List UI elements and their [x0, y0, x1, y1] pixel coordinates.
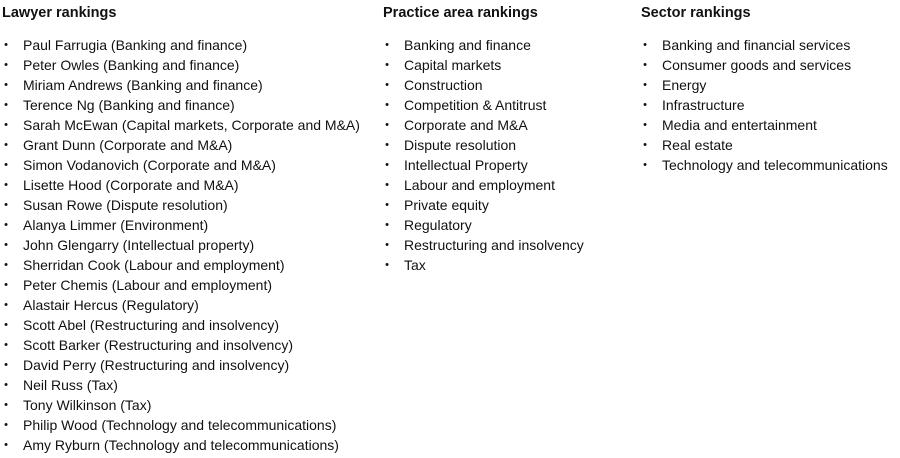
lawyer-ranking-item	[2, 335, 372, 355]
sector-ranking-item-label: Energy	[662, 77, 707, 93]
sector-ranking-item	[641, 135, 899, 155]
sector-ranking-item	[641, 75, 899, 95]
lawyer-ranking-item	[2, 75, 372, 95]
practice-area-ranking-item-label: Capital markets	[404, 57, 502, 73]
bullet-icon: •	[4, 319, 8, 331]
sector-ranking-item	[641, 35, 899, 55]
practice-area-ranking-item-label: Competition & Antitrust	[404, 97, 547, 113]
bullet-icon: •	[4, 139, 8, 151]
practice-area-rankings-heading: Practice area rankings	[383, 5, 538, 21]
lawyer-ranking-item-label: Neil Russ (Tax)	[23, 377, 118, 393]
bullet-icon: •	[4, 59, 8, 71]
lawyer-ranking-item	[2, 315, 372, 335]
bullet-icon: •	[4, 239, 8, 251]
bullet-icon: •	[385, 239, 389, 251]
bullet-icon: •	[385, 139, 389, 151]
bullet-icon: •	[643, 119, 647, 131]
bullet-icon: •	[385, 159, 389, 171]
bullet-icon: •	[4, 419, 8, 431]
practice-area-rankings-list	[383, 35, 633, 275]
bullet-icon: •	[4, 439, 8, 451]
practice-area-ranking-item	[383, 135, 633, 155]
lawyer-rankings-list	[2, 35, 372, 455]
practice-area-ranking-item	[383, 95, 633, 115]
bullet-icon: •	[385, 259, 389, 271]
bullet-icon: •	[4, 299, 8, 311]
sector-ranking-item-label: Real estate	[662, 137, 733, 153]
lawyer-ranking-item	[2, 275, 372, 295]
bullet-icon: •	[385, 179, 389, 191]
bullet-icon: •	[4, 399, 8, 411]
sector-ranking-item-label: Banking and financial services	[662, 37, 851, 53]
lawyer-ranking-item	[2, 135, 372, 155]
practice-area-ranking-item	[383, 175, 633, 195]
bullet-icon: •	[4, 259, 8, 271]
lawyer-ranking-item-label: Susan Rowe (Dispute resolution)	[23, 197, 228, 213]
bullet-icon: •	[4, 79, 8, 91]
lawyer-ranking-item	[2, 155, 372, 175]
bullet-icon: •	[643, 159, 647, 171]
practice-area-ranking-item-label: Corporate and M&A	[404, 117, 528, 133]
practice-area-ranking-item	[383, 155, 633, 175]
practice-area-ranking-item	[383, 215, 633, 235]
lawyer-ranking-item-label: Terence Ng (Banking and finance)	[23, 97, 235, 113]
sector-rankings-column	[641, 5, 899, 175]
bullet-icon: •	[4, 219, 8, 231]
sector-rankings-heading: Sector rankings	[641, 5, 751, 21]
lawyer-ranking-item	[2, 375, 372, 395]
lawyer-ranking-item-label: Amy Ryburn (Technology and telecommunications)	[23, 437, 339, 453]
bullet-icon: •	[643, 59, 647, 71]
bullet-icon: •	[4, 179, 8, 191]
lawyer-ranking-item	[2, 295, 372, 315]
bullet-icon: •	[4, 379, 8, 391]
practice-area-ranking-item	[383, 195, 633, 215]
lawyer-ranking-item	[2, 35, 372, 55]
lawyer-ranking-item-label: Peter Chemis (Labour and employment)	[23, 277, 273, 293]
lawyer-ranking-item-label: Alastair Hercus (Regulatory)	[23, 297, 199, 313]
practice-area-ranking-item	[383, 35, 633, 55]
lawyer-ranking-item-label: Simon Vodanovich (Corporate and M&A)	[23, 157, 276, 173]
practice-area-ranking-item-label: Labour and employment	[404, 177, 555, 193]
practice-area-ranking-item-label: Construction	[404, 77, 483, 93]
practice-area-ranking-item	[383, 75, 633, 95]
lawyer-ranking-item	[2, 95, 372, 115]
lawyer-ranking-item	[2, 175, 372, 195]
bullet-icon: •	[643, 99, 647, 111]
lawyer-ranking-item-label: Scott Barker (Restructuring and insolvency)	[23, 337, 293, 353]
lawyer-ranking-item	[2, 115, 372, 135]
sector-ranking-item-label: Media and entertainment	[662, 117, 817, 133]
lawyer-ranking-item-label: Paul Farrugia (Banking and finance)	[23, 37, 248, 53]
bullet-icon: •	[643, 39, 647, 51]
bullet-icon: •	[385, 79, 389, 91]
bullet-icon: •	[385, 199, 389, 211]
sector-ranking-item	[641, 95, 899, 115]
bullet-icon: •	[643, 79, 647, 91]
practice-area-ranking-item	[383, 255, 633, 275]
bullet-icon: •	[4, 99, 8, 111]
practice-area-ranking-item-label: Tax	[404, 257, 426, 273]
lawyer-ranking-item-label: Alanya Limmer (Environment)	[23, 217, 209, 233]
bullet-icon: •	[385, 219, 389, 231]
lawyer-ranking-item	[2, 435, 372, 455]
bullet-icon: •	[4, 119, 8, 131]
sector-rankings-list	[641, 35, 899, 175]
lawyer-ranking-item	[2, 395, 372, 415]
practice-area-ranking-item-label: Intellectual Property	[404, 157, 528, 173]
lawyer-ranking-item-label: Miriam Andrews (Banking and finance)	[23, 77, 263, 93]
lawyer-ranking-item-label: Lisette Hood (Corporate and M&A)	[23, 177, 239, 193]
lawyer-ranking-item	[2, 415, 372, 435]
lawyer-ranking-item-label: Scott Abel (Restructuring and insolvency)	[23, 317, 280, 333]
bullet-icon: •	[385, 99, 389, 111]
practice-area-ranking-item	[383, 55, 633, 75]
lawyer-ranking-item-label: Tony Wilkinson (Tax)	[23, 397, 152, 413]
bullet-icon: •	[385, 59, 389, 71]
practice-area-rankings-column	[383, 5, 633, 275]
lawyer-ranking-item	[2, 215, 372, 235]
sector-ranking-item	[641, 115, 899, 135]
lawyer-ranking-item-label: John Glengarry (Intellectual property)	[23, 237, 255, 253]
lawyer-ranking-item-label: Sarah McEwan (Capital markets, Corporate and M&A)	[23, 117, 360, 133]
lawyer-ranking-item-label: Sherridan Cook (Labour and employment)	[23, 257, 285, 273]
lawyer-ranking-item-label: Philip Wood (Technology and telecommunications)	[23, 417, 337, 433]
practice-area-ranking-item-label: Restructuring and insolvency	[404, 237, 584, 253]
sector-ranking-item-label: Consumer goods and services	[662, 57, 852, 73]
bullet-icon: •	[4, 39, 8, 51]
practice-area-ranking-item-label: Banking and finance	[404, 37, 531, 53]
lawyer-ranking-item	[2, 235, 372, 255]
sector-ranking-item	[641, 55, 899, 75]
practice-area-ranking-item-label: Dispute resolution	[404, 137, 517, 153]
bullet-icon: •	[4, 279, 8, 291]
practice-area-ranking-item-label: Regulatory	[404, 217, 472, 233]
practice-area-ranking-item	[383, 235, 633, 255]
lawyer-ranking-item	[2, 195, 372, 215]
lawyer-ranking-item-label: David Perry (Restructuring and insolvency)	[23, 357, 290, 373]
lawyer-ranking-item	[2, 55, 372, 75]
lawyer-ranking-item-label: Grant Dunn (Corporate and M&A)	[23, 137, 233, 153]
sector-ranking-item-label: Technology and telecommunications	[662, 157, 888, 173]
bullet-icon: •	[643, 139, 647, 151]
bullet-icon: •	[4, 199, 8, 211]
lawyer-rankings-column	[2, 5, 372, 455]
practice-area-ranking-item	[383, 115, 633, 135]
bullet-icon: •	[4, 159, 8, 171]
lawyer-rankings-heading: Lawyer rankings	[2, 5, 117, 21]
bullet-icon: •	[4, 339, 8, 351]
practice-area-ranking-item-label: Private equity	[404, 197, 489, 213]
bullet-icon: •	[385, 39, 389, 51]
sector-ranking-item	[641, 155, 899, 175]
bullet-icon: •	[4, 359, 8, 371]
lawyer-ranking-item-label: Peter Owles (Banking and finance)	[23, 57, 240, 73]
lawyer-ranking-item	[2, 255, 372, 275]
bullet-icon: •	[385, 119, 389, 131]
lawyer-ranking-item	[2, 355, 372, 375]
sector-ranking-item-label: Infrastructure	[662, 97, 745, 113]
